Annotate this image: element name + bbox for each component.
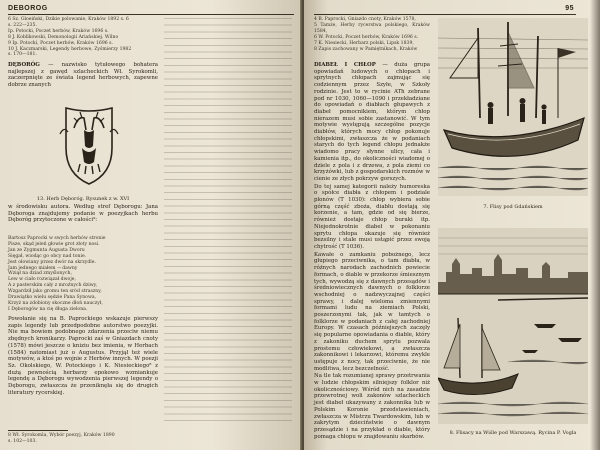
footnote-rule [8, 430, 68, 431]
poem-line: Wzgardził jako gromu ten sród straszny, [8, 289, 102, 295]
footnote: 7 K. Niesiecki, Herbarz polski, Lipsk 1839, [314, 40, 414, 46]
footnote: 5 Tamże, Herby rycerstwa polskiego, Kraków 1584, [314, 22, 430, 34]
poem-line: Sięgał, wiodąc go obcy nad tonie. [8, 253, 87, 259]
continued-text-column [164, 18, 292, 424]
plate7-caption: 7. Flisy pod Gdańskiem [483, 204, 543, 210]
poem-line: Krzyż na zdobiony skoczne dłoń nauczył, [8, 300, 103, 306]
poem-line: Jan ze Zygmunta Augusta Dworu [8, 247, 85, 253]
entry-diabel-i-chlop [314, 62, 430, 441]
footnote: Ip. Potocki, Poczet herbów, Kraków 1696 s. [8, 28, 109, 34]
footnote: 9 Ip. Potocki, Poczet herbów, Kraków 1696 s. [8, 40, 113, 46]
text-block-a [8, 204, 158, 225]
poem-line: Lew w ciało rozwiązał dwoje, [8, 277, 76, 283]
paragraph: Kawałe o zamkaniu pobożnego, lecz głupiego przeciwnika, o tam diabła, w różnych narodach zachodnich powiecie formach, o diable w przekorze śmiesznym tych, wywodzą się z dawnych przesądów i średniowiecznych dawnych o folklorze wschodniej o nadzwyczajnej części sprawy, i dalej wieloma zmiennymi formami ludu na ziemiach Polski, poszerzonymi tak, jak w tamtych o folklorze w podaniach z całej zachodniej Europy. W czasach późniejszych zaczęły się popularne opowiadania o diable, który z zakoniku duchem sprytu pozwala prostemu człowiekowi, a zwłaszcza zakonnikowi i lekarzowi, któremu zwykle ustępuje z nocy, tak przeciwnie, że nie modlitwa, lecz bezczelność. [314, 251, 430, 372]
footnote: s. 102—103. [8, 438, 37, 444]
top-footnotes [8, 17, 158, 58]
paragraph: w środowisku autora. Według stref Dęborogu: Jana Dęboroga znajdujemy podanie w poezyjkach herbu Dęboróg przytoczone w całości⁹: [8, 204, 158, 224]
footnote: 6 W. Potocki, Poczet herbów, Kraków 1696 s. [314, 34, 419, 40]
poem-line: Drawiątko wielu sędzie Pana Synowa, [8, 295, 97, 301]
vistula-warsaw-engraving-illustration [438, 228, 588, 424]
poem-line: Pisze, skąd jeleń głowie grot złoty nosi. [8, 241, 100, 247]
paragraph: Do tej samej kategorii należy humoreska o spółce diabła z chłopem i podziale plonów (T 1030): chłop wybiera sobie górną część zboża, diabłu dostają się korzenie, a tam, gdzie od się bierze, również dostaje chłop buraki itp. Niejednokrotnie diabeł w pokonaniu sprytu chłopa okazuje się również bezsilny i stale musi ustąpić przez swoją chytrość (T 1036). [314, 183, 430, 250]
footnote: 8 Zapis zachowany w Pamiętnikach, Kraków [314, 46, 418, 52]
footnote: s. 222—235. [8, 22, 37, 28]
right-page [304, 0, 600, 450]
text-block-b [8, 316, 158, 397]
footnote: 8 Wł. Syrokomla, Wybór poezyj, Kraków 1890 [8, 433, 115, 438]
poem-line: I Dęborogów na cię długa zielona. [8, 306, 88, 312]
poem-line: A z pasterskim cały z mroźnych dziwy, [8, 283, 98, 289]
paragraph: Na tle tak rozumianej sprawy przetrwania w ludzie chłopskim silniejszy folklor niż okolicznościowy. Wśród nich na zasadzie przewrotnej woli zakonów szlacheckich jest diabeł ukazywany z zakonnika lub w Polskim Koronie przedstawieniach, zwłaszcza w Mistrzu Twardowskim, lub w zakrytym dzieciństwie o dawnym przesądzie i na przykład o diable, który pomaga chłopu w znajdowaniu skarbów. [314, 373, 430, 440]
paragraph: Powołanie się na B. Paprockiego wskazuje pierwszy zapis legendy lub przedpodobne autorstwo poezyjki. Nie ma bowiem podobnego zdarzenia przeciw niemu zbędnych kronikarzy. Paprocki zaś w Gniazdach cnoty (1578) mówi jeszcze o kniziu bez imienia, w Herbach (1584) natomiast już o Augustus. Przyjął też wiele motywów, a ktoś po wojnie z Herbów innych. W poezji Sz. Okolskiego, W. Potockiego i K. Niesieckiego⁸ z dużą pewnością herbarzy epokowo wzmiankuje legendę a Dęborogu wywodzenia pierwszej legendy o Dęborogu, zwłaszcza że przeniknęła się do drugich literatury rycerskiej. [8, 316, 158, 396]
plate-flisy-pod-gdanskiem [438, 18, 588, 196]
header-rule [8, 14, 294, 15]
poem-line: Bartosz Paprocki w swych herbów stronie [8, 236, 106, 241]
folio-number: 95 [565, 5, 574, 12]
footnote: 4 B. Paprocki, Gniazdo cnoty, Kraków 1578, [314, 17, 416, 22]
footnote: 8 J. Koblikowski, Demonologii Ariańskiej. Wilno [8, 34, 119, 40]
plate8-caption: 8. Flisacy na Wiśle pod Warszawą. Rycina P. Vogla [449, 430, 577, 436]
poem-line: Wziął na dziad zmyślonych, [8, 271, 72, 277]
bottom-footnotes [8, 433, 158, 445]
poem-block [8, 236, 158, 313]
running-head: DEBOROG [8, 5, 48, 12]
entry-intro: — nazwisko tytułowego bohatera najlepszej z gawęd szlacheckich Wł. Syrokomli, zaczerpnięte ze świata legend herbowych, zapewne dobrze znanych [8, 62, 158, 89]
boats-engraving-illustration [438, 18, 588, 196]
footnote: s. 170—181. [8, 52, 37, 58]
entry-deborog [8, 62, 158, 90]
entry-headword: DĘBORÓG [8, 62, 40, 68]
entry-headword: DIABEŁ I CHŁOP [314, 62, 376, 68]
footnote: 6 Sz. Gloeiński, Dzikie polowanie, Kraków 1892 s. 6 [8, 17, 129, 22]
page-edge-shadow [590, 0, 600, 450]
plate-flisacy-na-wisle [438, 228, 588, 424]
footnote: 10 J. Kaczmarski, Legendy herbowe, Zyśmierzy 1982 [8, 46, 132, 52]
entry-intro: — duża grupa opowiadań ludowych o chłopach i sprytnych chłopach zajmując się codziennym przez Szyłe, w Szkoły rodzinie. Jest to w rycinie ATh zebrane pod nr 1030, 1060—1090 i przekładziane do opowiadań o diabłach głupawych z diabeł pomocnikiem, którym chłop nierazem musi sobie zastanowić. W tym motywie występują szczególne pozycje diabłów, których mocy chłop pokonuje chłopskimi, zwłaszcza że w podaniach starych do tych legend chłopu jednakże wiadomo pracy słynne ulicy, cała i kamienia itp., do okoliczności wiadomej o dziele z pola i z drzewa, z pola ziemi co krzyżówki, lub z gospodarskich rozmów w cienie ze złych pokrzyw gorszych. [314, 62, 430, 182]
deborog-coat-of-arms-illustration [56, 104, 122, 188]
header-rule [314, 14, 576, 15]
poem-line: Jest ołowiany przez dwór na skrzydle. [8, 259, 96, 265]
crest-caption: 13. Herb Dęboróg. Rysunek z w. XVI [36, 196, 130, 202]
poem-line: Jam jednego miałem → dawny [8, 265, 78, 271]
top-footnotes [314, 17, 430, 52]
